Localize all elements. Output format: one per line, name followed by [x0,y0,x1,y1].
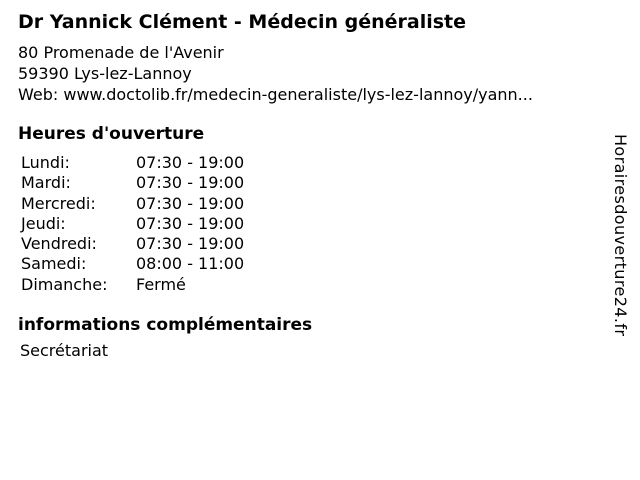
day-label: Vendredi: [21,234,97,254]
day-label: Mardi: [21,173,71,193]
hours-value: 07:30 - 19:00 [136,193,245,213]
info-section-heading: informations complémentaires [18,315,313,336]
address-block [18,42,610,105]
hours-value: 07:30 - 19:00 [136,213,245,233]
hours-table [18,153,610,295]
hours-row-friday [18,234,610,254]
day-label: Mercredi: [21,193,96,213]
hours-value: 07:30 - 19:00 [136,173,245,193]
day-label: Dimanche: [21,274,108,294]
page-title: Dr Yannick Clément - Médecin généraliste [18,11,467,33]
hours-row-wednesday [18,194,610,214]
hours-row-saturday [18,254,610,274]
day-label: Samedi: [21,254,87,274]
hours-section-heading: Heures d'ouverture [18,124,205,144]
address-line-2: 59390 Lys-lez-Lannoy [18,64,192,83]
hours-value: 07:30 - 19:00 [136,234,245,254]
hours-row-tuesday [18,173,610,193]
day-label: Lundi: [21,153,70,172]
info-text: Secrétariat [20,341,109,361]
hours-row-thursday [18,214,610,234]
website-link[interactable]: Web: www.doctolib.fr/medecin-generaliste/lys-lez-lannoy/yann... [18,85,533,104]
day-label: Jeudi: [21,213,66,233]
hours-value: Fermé [136,274,186,294]
hours-row-monday [18,153,610,173]
site-watermark-vertical-text: Horairesdouverture24.fr [611,134,630,337]
address-line-1: 80 Promenade de l'Avenir [18,43,224,62]
hours-row-sunday [18,275,610,295]
hours-value: 08:00 - 11:00 [136,254,245,274]
hours-value: 07:30 - 19:00 [136,153,245,172]
